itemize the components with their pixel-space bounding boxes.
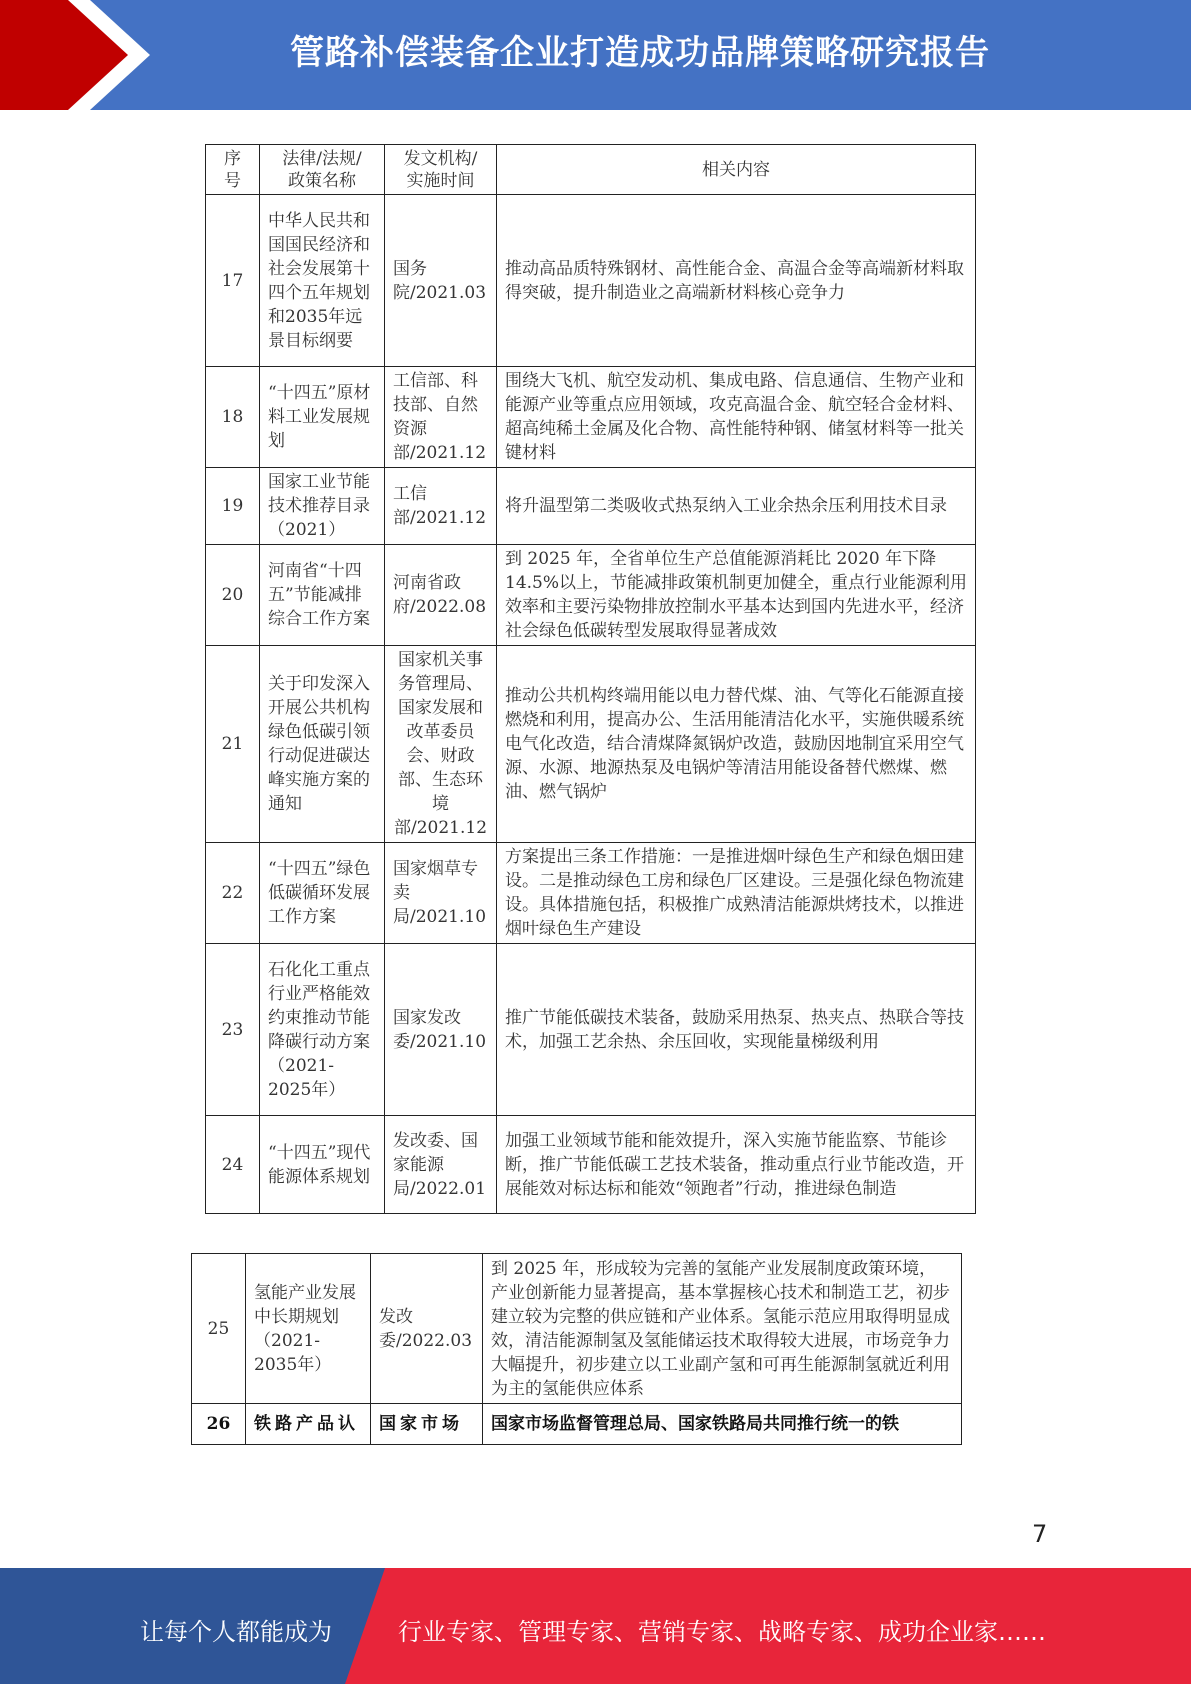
policy-content: 将升温型第二类吸收式热泵纳入工业余热余压利用技术目录 [497,468,976,545]
column-header-org: 发文机构/ 实施时间 [385,145,497,195]
issuing-org: 国家烟草专卖局/2021.10 [385,843,497,944]
page-header [0,0,1191,110]
policy-content: 到 2025 年，全省单位生产总值能源消耗比 2020 年下降 14.5%以上，节能减排政策机制更加健全，重点行业能源利用效率和主要污染物排放控制水平基本达到国内先进水平，经济社会绿色低碳转型发展取得显著成效 [497,545,976,646]
table-row [206,1116,976,1214]
policy-name: “十四五”原材料工业发展规划 [260,367,385,468]
page-number: 7 [1032,1520,1048,1548]
row-number: 17 [206,195,260,367]
policy-content: 加强工业领域节能和能效提升，深入实施节能监察、节能诊断，推广节能低碳工艺技术装备，推动重点行业节能改造，开展能效对标达标和能效“领跑者”行动，推进绿色制造 [497,1116,976,1214]
footer-slogan-right: 行业专家、管理专家、营销专家、战略专家、成功企业家…… [398,1618,1046,1646]
issuing-org: 发改委、国家能源局/2022.01 [385,1116,497,1214]
policy-name: “十四五”绿色低碳循环发展工作方案 [260,843,385,944]
column-header-content: 相关内容 [497,145,976,195]
table-row [206,468,976,545]
document-title: 管路补偿装备企业打造成功品牌策略研究报告 [290,33,990,73]
policy-content: 到 2025 年，形成较为完善的氢能产业发展制度政策环境，产业创新能力显著提高，基本掌握核心技术和制造工艺，初步建立较为完整的供应链和产业体系。氢能示范应用取得明显成效，清洁能源制氢及氢能储运技术取得较大进展，市场竞争力大幅提升，初步建立以工业副产氢和可再生能源制氢就近利用为主的氢能供应体系 [483,1254,962,1404]
table-row [206,545,976,646]
policy-name: “十四五”现代能源体系规划 [260,1116,385,1214]
row-number: 22 [206,843,260,944]
issuing-org: 工信部/2021.12 [385,468,497,545]
policy-table [205,144,976,1214]
issuing-org: 国务院/2021.03 [385,195,497,367]
row-number: 23 [206,944,260,1116]
policy-name: 铁路产品认 [246,1404,371,1445]
table-row [206,843,976,944]
policy-content: 推动公共机构终端用能以电力替代煤、油、气等化石能源直接燃烧和利用，提高办公、生活用能清洁化水平，实施供暖系统电气化改造，结合清煤降氮锅炉改造，鼓励因地制宜采用空气源、水源、地源热泵及电锅炉等清洁用能设备替代燃煤、燃油、燃气锅炉 [497,646,976,843]
issuing-org: 国家市场 [371,1404,483,1445]
policy-content: 围绕大飞机、航空发动机、集成电路、信息通信、生物产业和能源产业等重点应用领域，攻克高温合金、航空轻合金材料、超高纯稀土金属及化合物、高性能特种钢、储氢材料等一批关键材料 [497,367,976,468]
row-number: 24 [206,1116,260,1214]
table-row [206,646,976,843]
policy-content: 推广节能低碳技术装备，鼓励采用热泵、热夹点、热联合等技术，加强工艺余热、余压回收，实现能量梯级利用 [497,944,976,1116]
policy-name: 石化化工重点行业严格能效约束推动节能降碳行动方案（2021-2025年） [260,944,385,1116]
policy-name: 氢能产业发展中长期规划（2021-2035年） [246,1254,371,1404]
policy-name: 国家工业节能技术推荐目录（2021） [260,468,385,545]
table-row [192,1404,962,1445]
row-number: 25 [192,1254,246,1404]
row-number: 26 [192,1404,246,1445]
table-row [206,367,976,468]
table-row [206,944,976,1116]
issuing-org: 国家发改委/2021.10 [385,944,497,1116]
table-row [192,1254,962,1404]
row-number: 20 [206,545,260,646]
policy-name: 关于印发深入开展公共机构绿色低碳引领行动促进碳达峰实施方案的通知 [260,646,385,843]
policy-table-continued [191,1253,962,1445]
header-chevron-shape [0,0,160,110]
row-number: 21 [206,646,260,843]
issuing-org: 工信部、科技部、自然资源部/2021.12 [385,367,497,468]
policy-content: 国家市场监督管理总局、国家铁路局共同推行统一的铁 [483,1404,962,1445]
row-number: 18 [206,367,260,468]
footer-slogan-left: 让每个人都能成为 [140,1618,332,1646]
issuing-org: 发改委/2022.03 [371,1254,483,1404]
policy-content: 推动高品质特殊钢材、高性能合金、高温合金等高端新材料取得突破，提升制造业之高端新材料核心竞争力 [497,195,976,367]
column-header-no: 序 号 [206,145,260,195]
table-row [206,195,976,367]
policy-name: 河南省“十四五”节能减排综合工作方案 [260,545,385,646]
column-header-name: 法律/法规/ 政策名称 [260,145,385,195]
issuing-org: 国家机关事务管理局、国家发展和改革委员会、财政部、生态环境部/2021.12 [385,646,497,843]
issuing-org: 河南省政府/2022.08 [385,545,497,646]
policy-name: 中华人民共和国国民经济和社会发展第十四个五年规划和2035年远景目标纲要 [260,195,385,367]
table-header-row [206,145,976,195]
row-number: 19 [206,468,260,545]
policy-content: 方案提出三条工作措施：一是推进烟叶绿色生产和绿色烟田建设。二是推动绿色工房和绿色厂区建设。三是强化绿色物流建设。具体措施包括，积极推广成熟清洁能源烘烤技术，以推进烟叶绿色生产建设 [497,843,976,944]
